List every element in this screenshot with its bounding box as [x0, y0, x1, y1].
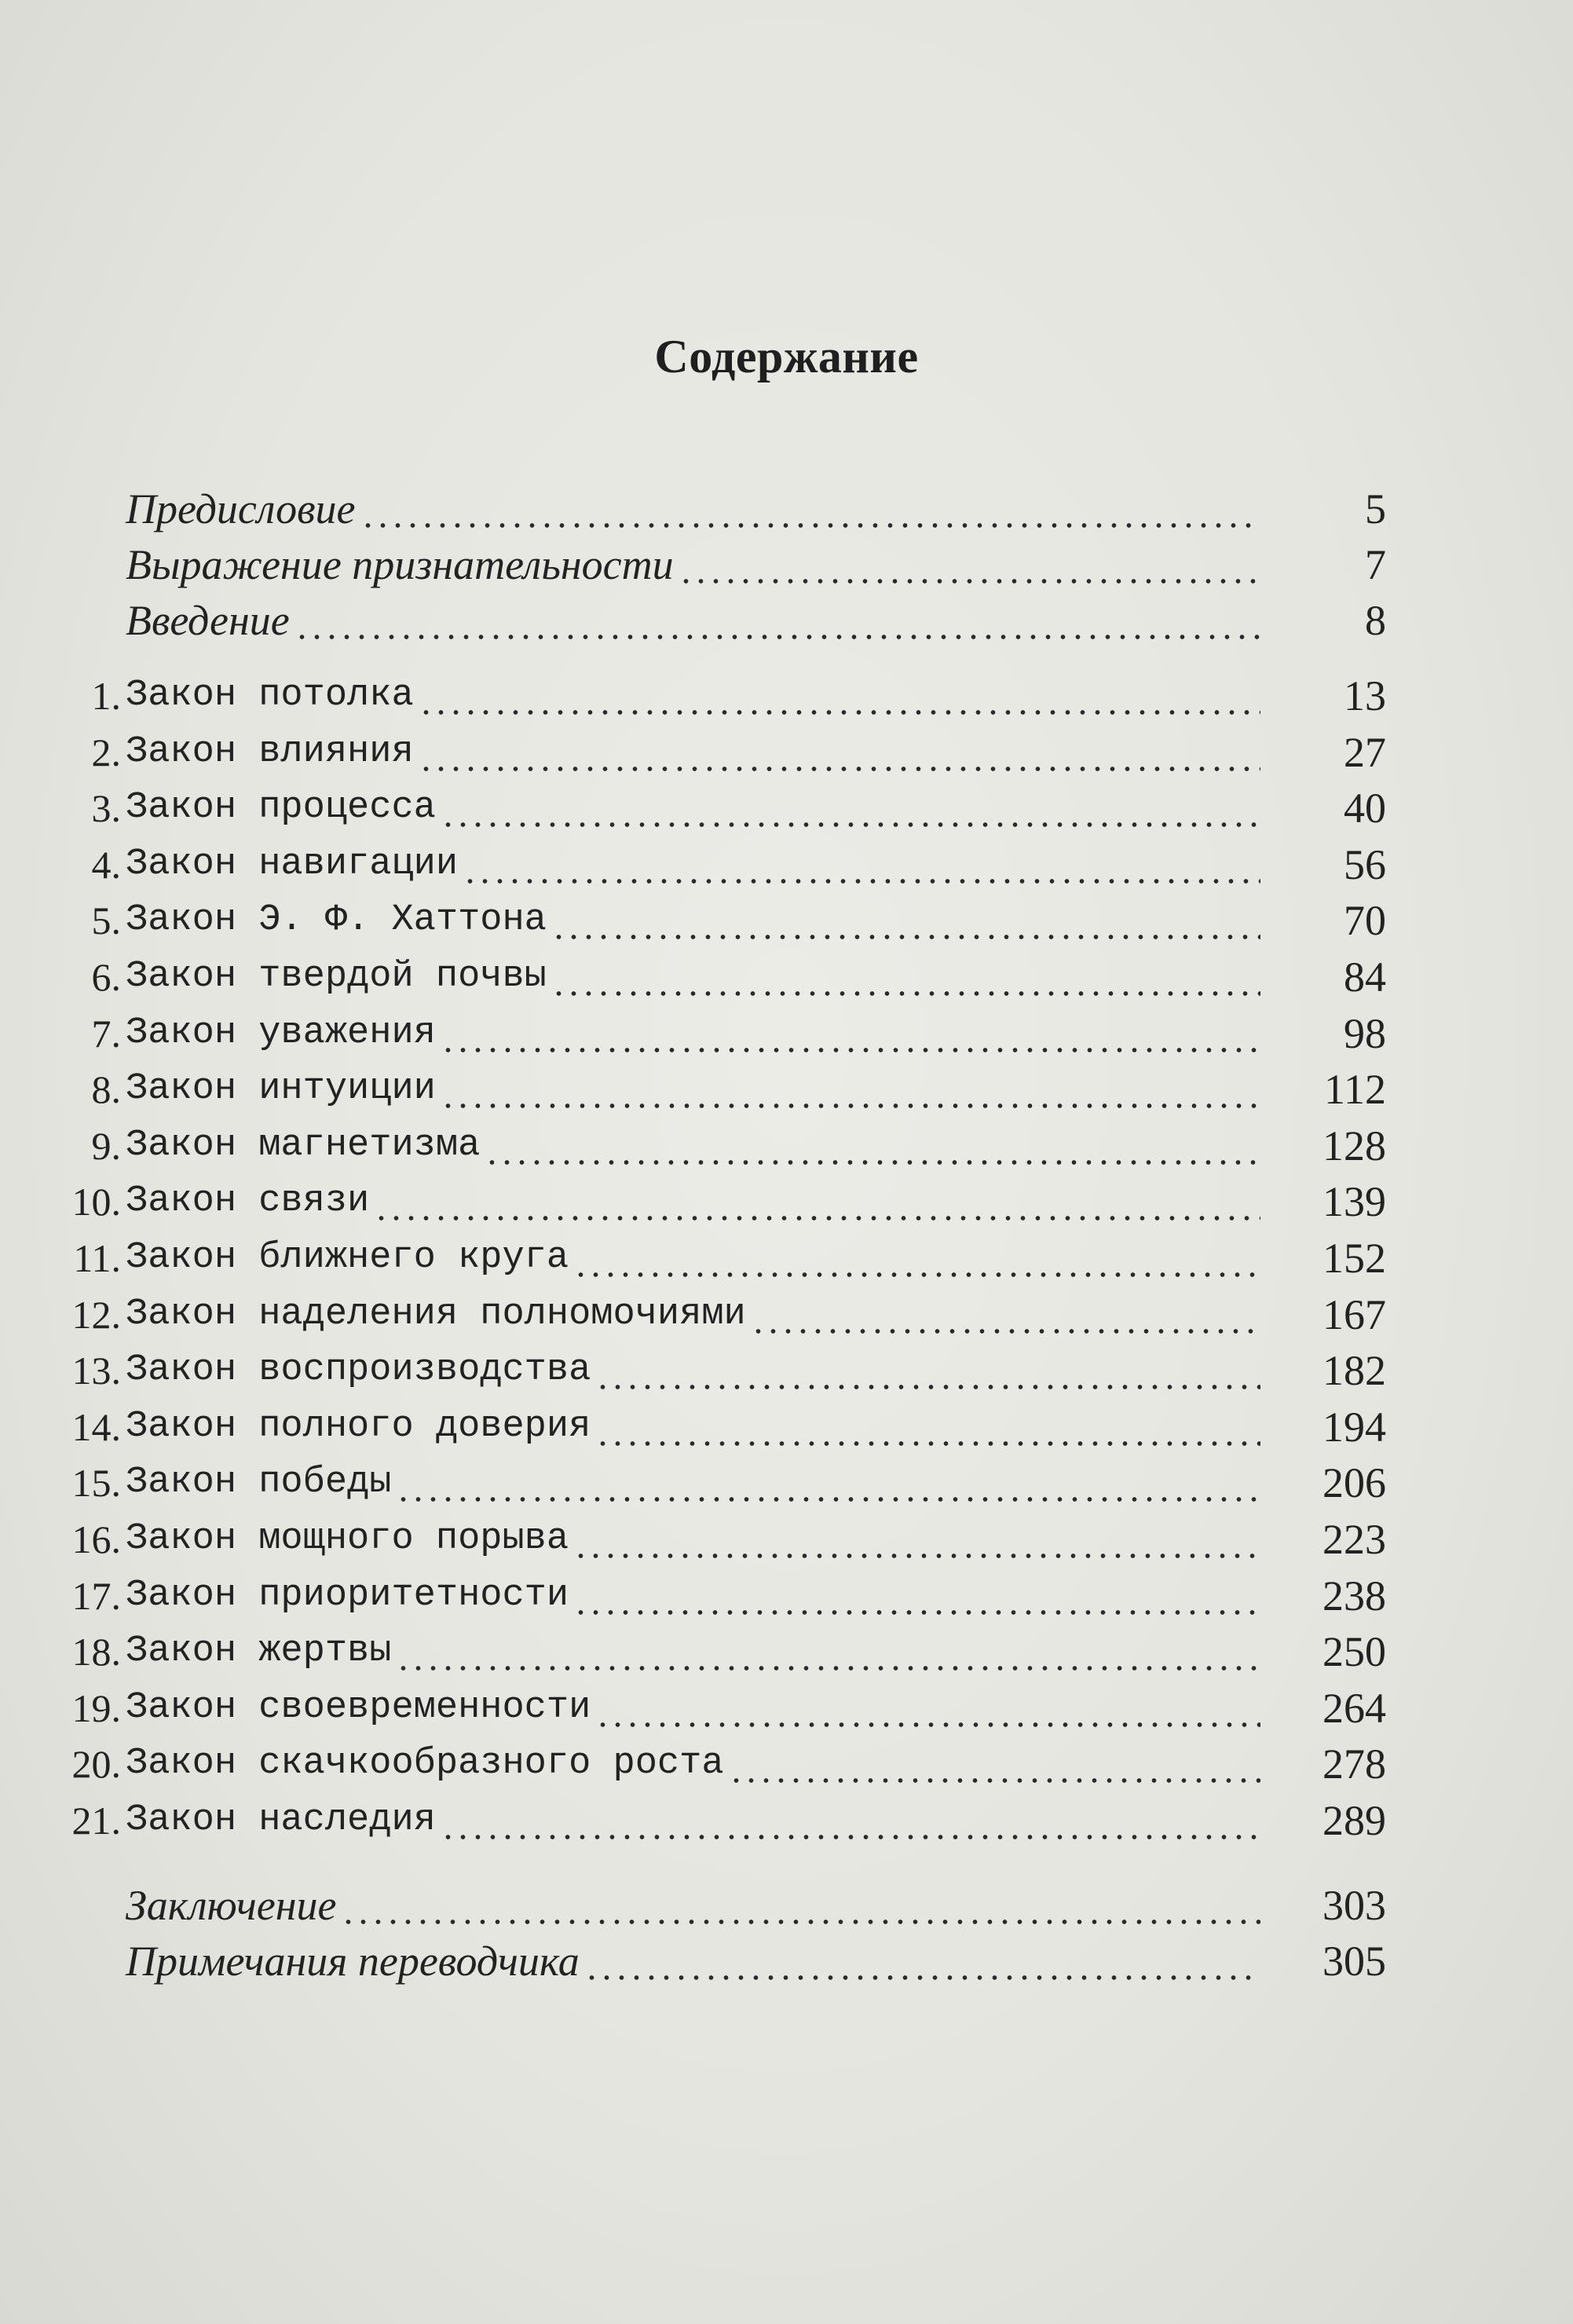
dot-leader	[551, 892, 1260, 949]
chapter-number: 5.	[91, 898, 121, 943]
chapter-number: 19.	[71, 1685, 121, 1730]
chapter-number: 8.	[91, 1067, 121, 1112]
entry-page-number: 112	[1324, 1066, 1386, 1114]
entry-title: Закон связи	[126, 1180, 370, 1223]
toc-front-matter-entry	[126, 481, 1386, 537]
entry-title: Закон наделения полномочиями	[126, 1293, 746, 1335]
dot-leader	[573, 1568, 1260, 1624]
toc-chapter-entry	[71, 1455, 1386, 1511]
toc-chapter-entry	[71, 1792, 1386, 1849]
entry-page-number: 182	[1322, 1347, 1386, 1395]
toc-chapter-entry	[91, 949, 1386, 1005]
chapter-number: 18.	[71, 1630, 121, 1674]
dot-leader	[595, 1342, 1260, 1399]
toc-chapter-entry	[91, 780, 1386, 836]
chapter-number: 11.	[73, 1236, 121, 1280]
toc-chapter-entry	[91, 724, 1386, 781]
toc-back-matter-entry	[126, 1933, 1386, 1989]
toc-chapter-entry	[73, 1230, 1386, 1286]
chapter-number: 7.	[91, 1011, 121, 1056]
toc-chapter-entry	[91, 1061, 1386, 1118]
dot-leader	[751, 1286, 1260, 1343]
entry-page-number: 13	[1344, 672, 1386, 719]
dot-leader	[396, 1623, 1260, 1680]
page-title: Содержание	[654, 331, 919, 382]
entry-page-number: 56	[1344, 840, 1386, 888]
entry-page-number: 139	[1322, 1178, 1386, 1226]
dot-leader	[396, 1455, 1260, 1511]
entry-title: Закон скачкообразного роста	[126, 1743, 724, 1785]
chapter-number: 21.	[71, 1799, 121, 1843]
entry-page-number: 27	[1344, 728, 1386, 776]
dot-leader	[441, 1061, 1260, 1118]
entry-page-number: 238	[1322, 1572, 1386, 1619]
entry-title: Закон уважения	[126, 1012, 436, 1054]
entry-page-number: 152	[1322, 1235, 1386, 1282]
toc-back-matter-entry	[126, 1877, 1386, 1934]
dot-leader	[595, 1399, 1260, 1455]
entry-title: Закон ближнего круга	[126, 1237, 569, 1279]
entry-title: Закон наследия	[126, 1799, 436, 1841]
entry-page-number: 167	[1322, 1290, 1386, 1338]
entry-page-number: 8	[1365, 597, 1386, 644]
dot-leader	[419, 724, 1260, 781]
dot-leader	[341, 1877, 1260, 1934]
entry-title: Закон полного доверия	[126, 1405, 591, 1447]
entry-page-number: 223	[1322, 1516, 1386, 1563]
toc-chapter-entry	[71, 1511, 1386, 1568]
chapter-number: 17.	[71, 1573, 121, 1618]
entry-title: Закон победы	[126, 1462, 392, 1504]
toc-chapter-entry	[71, 1623, 1386, 1680]
toc-chapter-entry	[91, 892, 1386, 949]
entry-page-number: 7	[1365, 541, 1386, 588]
dot-leader	[679, 536, 1260, 593]
dot-leader	[573, 1230, 1260, 1286]
chapter-number: 6.	[91, 955, 121, 999]
entry-page-number: 305	[1322, 1938, 1386, 1985]
toc-chapter-entry	[91, 1005, 1386, 1062]
toc-chapter-entry	[71, 1342, 1386, 1399]
entry-title: Закон своевременности	[126, 1686, 591, 1729]
toc-front-matter-entry	[126, 592, 1386, 649]
entry-title: Закон воспроизводства	[126, 1349, 591, 1392]
toc-chapter-entry	[91, 668, 1386, 724]
chapter-number: 14.	[71, 1404, 121, 1449]
toc-chapter-entry	[71, 1680, 1386, 1737]
entry-title: Закон процесса	[126, 787, 436, 829]
toc-chapter-entry	[71, 1286, 1386, 1343]
entry-page-number: 303	[1322, 1882, 1386, 1929]
entry-title: Закон потолка	[126, 675, 414, 716]
chapter-number: 1.	[91, 674, 121, 718]
entry-page-number: 278	[1322, 1740, 1386, 1788]
chapter-number: 3.	[91, 786, 121, 831]
dot-leader	[374, 1173, 1260, 1230]
entry-page-number: 40	[1344, 785, 1386, 833]
entry-title: Закон приоритетности	[126, 1574, 569, 1616]
toc-chapter-entry	[71, 1173, 1386, 1230]
entry-title: Закон влияния	[126, 730, 414, 773]
chapter-number: 12.	[71, 1292, 121, 1337]
dot-leader	[573, 1511, 1260, 1568]
entry-title: Закон навигации	[126, 843, 459, 885]
entry-title: Закон магнетизма	[126, 1124, 481, 1166]
chapter-number: 13.	[71, 1349, 121, 1393]
chapter-number: 20.	[71, 1742, 121, 1787]
dot-leader	[441, 780, 1260, 836]
entry-title: Закон интуиции	[126, 1068, 436, 1111]
dot-leader	[441, 1005, 1260, 1062]
dot-leader	[463, 836, 1260, 893]
entry-page-number: 206	[1322, 1459, 1386, 1507]
entry-title: Введение	[126, 597, 290, 644]
entry-title: Закон мощного порыва	[126, 1518, 569, 1560]
entry-title: Заключение	[126, 1882, 337, 1929]
entry-title: Примечания переводчика	[126, 1938, 580, 1985]
entry-title: Закон жертвы	[126, 1630, 392, 1673]
entry-page-number: 128	[1322, 1122, 1386, 1169]
entry-title: Закон твердой почвы	[126, 956, 547, 997]
toc-front-matter-entry	[126, 536, 1386, 593]
entry-page-number: 250	[1322, 1628, 1386, 1676]
chapter-number: 16.	[71, 1517, 121, 1561]
toc-chapter-entry	[91, 1118, 1386, 1174]
dot-leader	[551, 949, 1260, 1005]
entry-page-number: 5	[1365, 485, 1386, 533]
entry-page-number: 264	[1322, 1684, 1386, 1732]
entry-title: Выражение признательности	[126, 541, 674, 588]
entry-page-number: 84	[1344, 953, 1386, 1001]
dot-leader	[360, 481, 1260, 537]
dot-leader	[441, 1792, 1260, 1849]
dot-leader	[595, 1680, 1260, 1737]
entry-page-number: 70	[1344, 897, 1386, 945]
dot-leader	[729, 1736, 1260, 1792]
entry-page-number: 289	[1322, 1797, 1386, 1844]
dot-leader	[485, 1118, 1260, 1174]
dot-leader	[419, 668, 1260, 724]
toc-chapter-entry	[71, 1399, 1386, 1455]
chapter-number: 15.	[71, 1461, 121, 1506]
chapter-number: 10.	[71, 1180, 121, 1224]
entry-title: Закон Э. Ф. Хаттона	[126, 899, 547, 942]
dot-leader	[584, 1933, 1260, 1989]
toc-chapter-entry	[71, 1736, 1386, 1792]
chapter-number: 4.	[91, 842, 121, 887]
entry-page-number: 194	[1322, 1403, 1386, 1451]
chapter-number: 2.	[91, 730, 121, 774]
entry-title: Предисловие	[126, 485, 356, 533]
chapter-number: 9.	[91, 1123, 121, 1168]
dot-leader	[294, 592, 1260, 649]
toc-chapter-entry	[71, 1568, 1386, 1624]
entry-page-number: 98	[1344, 1009, 1386, 1057]
toc-chapter-entry	[91, 836, 1386, 893]
